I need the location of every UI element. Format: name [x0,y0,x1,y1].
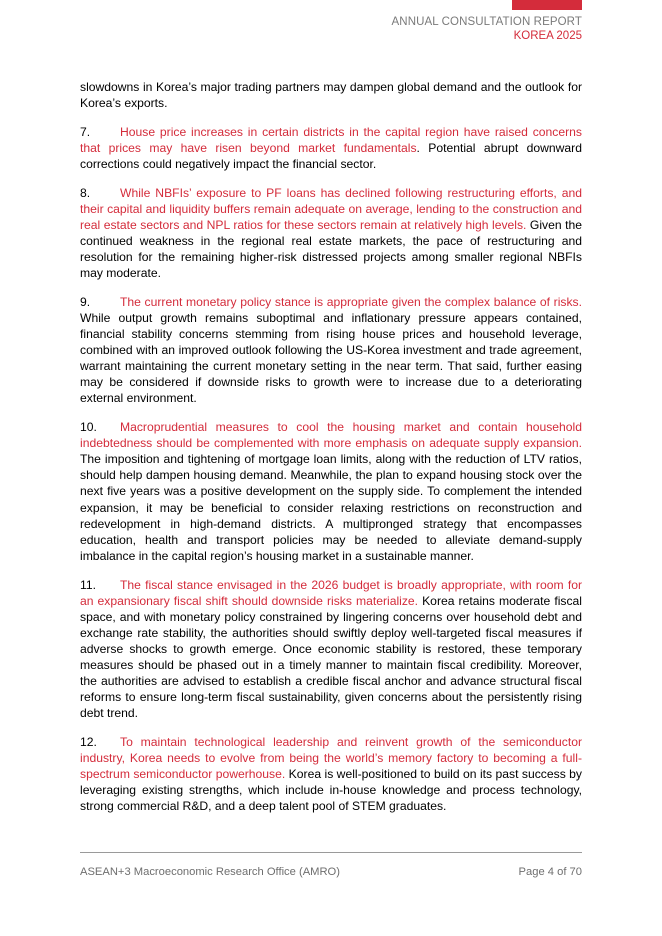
paragraph-text: Korea retains moderate fiscal space, and with monetary policy constrained by lingering concerns over household debt and exchange rate stability, the authorities should swiftly deploy well-targeted fiscal measures if adverse shocks to growth emerge. Once economic stability is restored, these temporary measures should be phased out in a timely manner to maintain fiscal credibility. Moreover, the authorities are advised to establish a credible fiscal anchor and advance structural fiscal reforms to ensure long-term fiscal sustainability, given concerns about the persistently rising debt trend. [80,593,583,721]
paragraph-12 [80,734,582,814]
paragraph-number: 9. [80,294,91,309]
paragraph-highlight: House price increases in certain districts in the capital region have raised concerns that prices may have risen beyond market fundamentals [80,124,582,155]
paragraph-11 [80,577,582,722]
paragraph-highlight: The current monetary policy stance is appropriate given the complex balance of risks. [120,294,582,309]
paragraph-highlight: The fiscal stance envisaged in the 2026 budget is broadly appropriate, with room for an expansionary fiscal shift should downside risks materialize. [80,577,582,608]
paragraph-number: 7. [80,124,91,139]
paragraph-8 [80,185,582,282]
paragraph-highlight: Macroprudential measures to cool the housing market and contain household indebtedness should be complemented with more emphasis on adequate supply expansion. [80,420,582,451]
paragraph-text: While output growth remains suboptimal and inflationary pressure appears contained, financial stability concerns stemming from rising house prices and household leverage, combined with an improved outlook following the US-Korea investment and trade agreement, warrant maintaining the current monetary setting in the near term. That said, further easing may be considered if downside risks to growth were to increase due to a deteriorating external environment. [80,310,582,406]
paragraph-text: The imposition and tightening of mortgage loan limits, along with the reduction of LTV ratios, should help dampen housing demand. Meanwhile, the plan to expand housing stock over the next five years was a positive development on the supply side. To complement the intended expansion, it may be beneficial to consider relaxing restrictions on reconstruction and redevelopment in high-demand districts. A multipronged strategy that encompasses education, health and transport policies may be needed to alleviate demand-supply imbalance in the capital region’s housing market in a sustainable manner. [80,452,582,563]
footer-divider [80,852,582,853]
header-accent-bar [512,0,582,10]
paragraph-number: 8. [80,185,91,200]
paragraph-9 [80,294,582,407]
paragraph-text: Given the continued weakness in the regional real estate markets, the pace of restructuring and resolution for the remaining higher-risk distressed projects among smaller regional NBFIs may moderate. [80,217,582,281]
paragraph-number: 10. [80,420,97,435]
paragraph-10 [80,419,582,564]
paragraph-number: 11. [80,577,96,592]
paragraph-number: 12. [80,734,97,749]
paragraph-highlight: While NBFIs’ exposure to PF loans has declined following restructuring efforts, and their capital and liquidity buffers remain adequate on average, lending to the construction and real estate sectors and NPL ratios for these sectors remain at relatively high levels. [80,185,582,232]
paragraph-text: Korea is well-positioned to build on its past success by leveraging existing strengths, which include in-house knowledge and process technology, strong commercial R&D, and a deep talent pool of STEM graduates. [80,767,583,814]
report-title: ANNUAL CONSULTATION REPORT [391,16,582,28]
page-number: Page 4 of 70 [518,866,582,878]
paragraph-text: . Potential abrupt downward corrections could negatively impact the financial sector. [80,140,582,171]
report-subtitle: KOREA 2025 [513,30,582,42]
footer-organization: ASEAN+3 Macroeconomic Research Office (AMRO) [80,866,340,878]
intro-paragraph: slowdowns in Korea’s major trading partners may dampen global demand and the outlook for Korea’s exports. [80,80,582,111]
paragraph-7 [80,124,582,172]
page-header [392,15,582,43]
paragraph-highlight: To maintain technological leadership and reinvent growth of the semiconductor industry, Korea needs to evolve from being the world’s memory factory to becoming a full-spectrum semiconductor powerhouse. [80,734,582,782]
body-content [80,79,582,827]
